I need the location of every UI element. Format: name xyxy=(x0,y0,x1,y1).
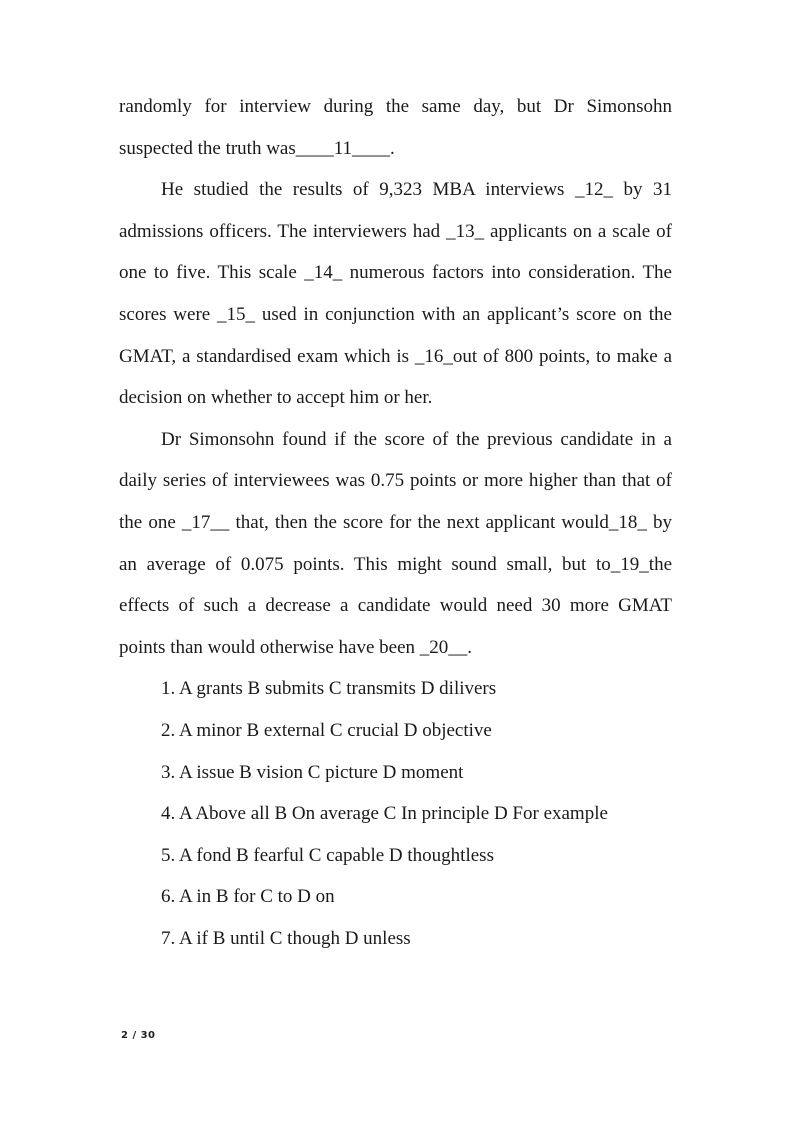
option-item-7: 7. A if B until C though D unless xyxy=(161,927,411,949)
option-item-3: 3. A issue B vision C picture D moment xyxy=(161,761,464,783)
option-item-6: 6. A in B for C to D on xyxy=(161,886,335,908)
page-number: 2 / 30 xyxy=(121,1030,156,1041)
answer-options-list xyxy=(119,668,672,959)
paragraph-1: randomly for interview during the same day, but Dr Simonsohn suspected the truth was____11____. xyxy=(119,96,672,159)
option-item-4: 4. A Above all B On average C In principle D For example xyxy=(161,803,608,825)
body-text xyxy=(119,86,672,959)
paragraph-3: Dr Simonsohn found if the score of the previous candidate in a daily series of interviewees was 0.75 points or more higher than that of the one _17__ that, then the score for the next applicant would_18_ by an average of 0.075 points. This might sound small, but to_19_the effects of such a decrease a candidate would need 30 more GMAT points than would otherwise have been _20__. xyxy=(119,428,672,658)
option-item-5: 5. A fond B fearful C capable D thoughtless xyxy=(161,844,494,866)
paragraph-2: He studied the results of 9,323 MBA interviews _12_ by 31 admissions officers. The interviewers had _13_ applicants on a scale of one to five. This scale _14_ numerous factors into consideration. The scores were _15_ used in conjunction with an applicant’s score on the GMAT, a standardised exam which is _16_out of 800 points, to make a decision on whether to accept him or her. xyxy=(119,179,672,409)
option-item-1: 1. A grants B submits C transmits D dilivers xyxy=(161,678,497,700)
option-item-2: 2. A minor B external C crucial D objective xyxy=(161,719,492,741)
